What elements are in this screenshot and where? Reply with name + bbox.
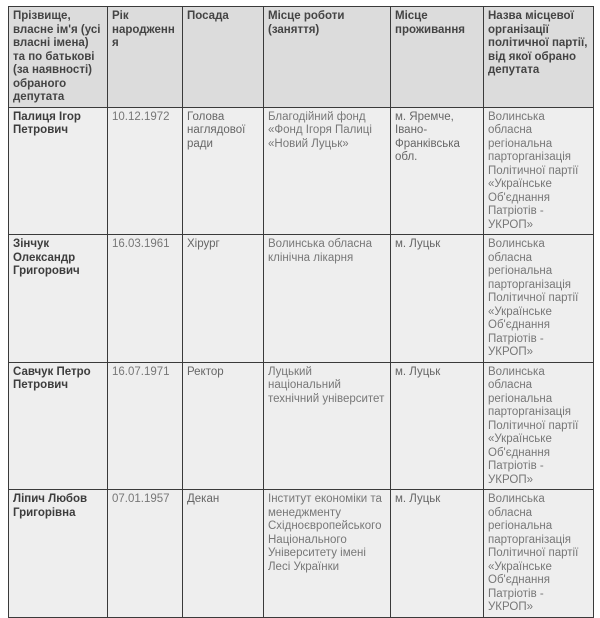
cell-birth: 07.01.1957 — [108, 490, 183, 618]
deputies-table — [8, 6, 594, 618]
cell-position: Голова наглядової ради — [183, 107, 264, 235]
header-party: Назва місцевої організації політичної партії, від якої обрано депутата — [484, 7, 594, 108]
cell-position: Хірург — [183, 235, 264, 363]
cell-birth: 10.12.1972 — [108, 107, 183, 235]
table-row — [9, 107, 594, 235]
cell-residence: м. Луцьк — [391, 235, 484, 363]
cell-residence: м. Яремче, Івано-Франківська обл. — [391, 107, 484, 235]
cell-workplace: Благодійний фонд «Фонд Ігоря Палиці «Новий Луцьк» — [264, 107, 391, 235]
cell-birth: 16.03.1961 — [108, 235, 183, 363]
table-row — [9, 490, 594, 618]
cell-party: Волинська обласна регіональна парторганізація Політичної партії «Українське Об'єднання Патріотів - УКРОП» — [484, 235, 594, 363]
header-position: Посада — [183, 7, 264, 108]
cell-birth: 16.07.1971 — [108, 362, 183, 490]
cell-workplace: Луцький національний технічний університет — [264, 362, 391, 490]
table-row — [9, 362, 594, 490]
cell-name: Савчук Петро Петрович — [9, 362, 108, 490]
cell-workplace: Волинська обласна клінічна лікарня — [264, 235, 391, 363]
table-header-row — [9, 7, 594, 108]
cell-party: Волинська обласна регіональна парторганізація Політичної партії «Українське Об'єднання Патріотів - УКРОП» — [484, 107, 594, 235]
cell-residence: м. Луцьк — [391, 490, 484, 618]
header-workplace: Місце роботи (заняття) — [264, 7, 391, 108]
cell-party: Волинська обласна регіональна парторганізація Політичної партії «Українське Об'єднання Патріотів - УКРОП» — [484, 362, 594, 490]
header-name: Прізвище, власне ім'я (усі власні імена) та по батькові (за наявності) обраного депутата — [9, 7, 108, 108]
cell-name: Ліпич Любов Григорівна — [9, 490, 108, 618]
header-birth: Рік народження — [108, 7, 183, 108]
cell-residence: м. Луцьк — [391, 362, 484, 490]
table-row — [9, 235, 594, 363]
cell-name: Зінчук Олександр Григорович — [9, 235, 108, 363]
cell-position: Декан — [183, 490, 264, 618]
cell-workplace: Інститут економіки та менеджменту Східноєвропейського Національного Університету імені Лесі Українки — [264, 490, 391, 618]
cell-party: Волинська обласна регіональна парторганізація Політичної партії «Українське Об'єднання Патріотів - УКРОП» — [484, 490, 594, 618]
cell-name: Палиця Ігор Петрович — [9, 107, 108, 235]
cell-position: Ректор — [183, 362, 264, 490]
header-residence: Місце проживання — [391, 7, 484, 108]
